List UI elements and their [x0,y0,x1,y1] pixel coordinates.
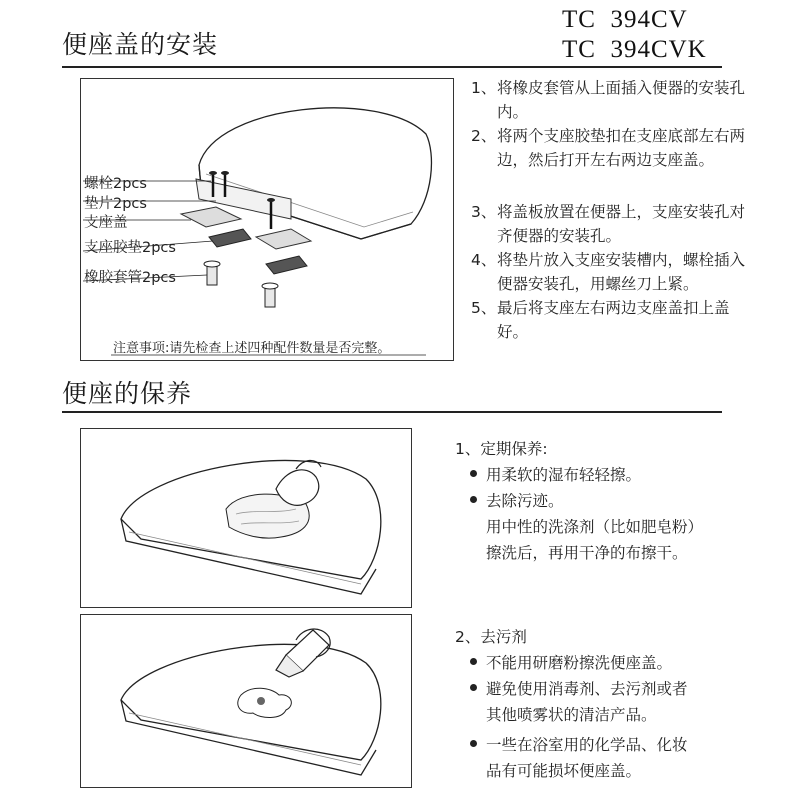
care-section1-bullet1: 用柔软的湿布轻轻擦。 [470,462,641,488]
bullet-icon [470,684,477,691]
care-illustration-frame-2 [80,614,412,788]
care-section1-heading: 1、定期保养: [455,440,548,458]
bullet-icon [470,658,477,665]
care-title: 便座的保养 [62,379,193,408]
install-step-5: 5、 最后将支座左右两边支座盖扣上盖好。 [471,299,730,341]
bullet-icon [470,740,477,747]
label-washer: 垫片2pcs [84,196,147,212]
care-section2-heading: 2、去污剂 [455,628,527,646]
install-diagram-frame [80,78,454,361]
label-bolt: 螺栓2pcs [84,176,147,192]
install-step-2: 2、 将两个支座胶垫扣在支座底部左右两边，然后打开左右两边支座盖。 [471,127,746,169]
model-number-2: TC 394CVK [562,36,707,63]
model-number-1: TC 394CV [562,6,688,33]
bullet-icon [470,470,477,477]
bullet-icon [470,496,477,503]
install-title: 便座盖的安装 [62,30,219,59]
care-section2-bullet2: 避免使用消毒剂、去污剂或者 [470,676,688,702]
install-title-rule [62,66,722,68]
install-step-3: 3、 将盖板放置在便器上，支座安装孔对齐便器的安装孔。 [471,203,746,245]
install-diagram [81,79,452,359]
wiping-illustration [81,429,410,606]
care-section2-line5: 品有可能损坏便座盖。 [486,762,642,780]
care-section1-bullet2: 去除污迹。 [470,488,564,514]
care-section2-bullet3: 一些在浴室用的化学品、化妆 [470,732,688,758]
label-bracket: 支座盖 [84,215,128,231]
install-step-1: 1、 将橡皮套管从上面插入便器的安装孔内。 [471,79,746,121]
label-sleeve: 橡胶套管2pcs [84,270,176,286]
care-illustration-frame-1 [80,428,412,608]
install-note: 注意事项:请先检查上述四种配件数量是否完整。 [113,341,391,356]
care-title-rule [62,411,722,413]
care-section2-line3: 其他喷雾状的清洁产品。 [486,706,657,724]
spray-illustration [81,615,410,786]
install-step-4: 4、 将垫片放入支座安装槽内，螺栓插入便器安装孔，用螺丝刀上紧。 [471,251,746,293]
care-section1-line3: 用中性的洗涤剂（比如肥皂粉） [486,518,704,536]
label-pad: 支座胶垫2pcs [84,240,176,256]
care-section1-line4: 擦洗后，再用干净的布擦干。 [486,544,688,562]
care-section2-bullet1: 不能用研磨粉擦洗便座盖。 [470,650,672,676]
